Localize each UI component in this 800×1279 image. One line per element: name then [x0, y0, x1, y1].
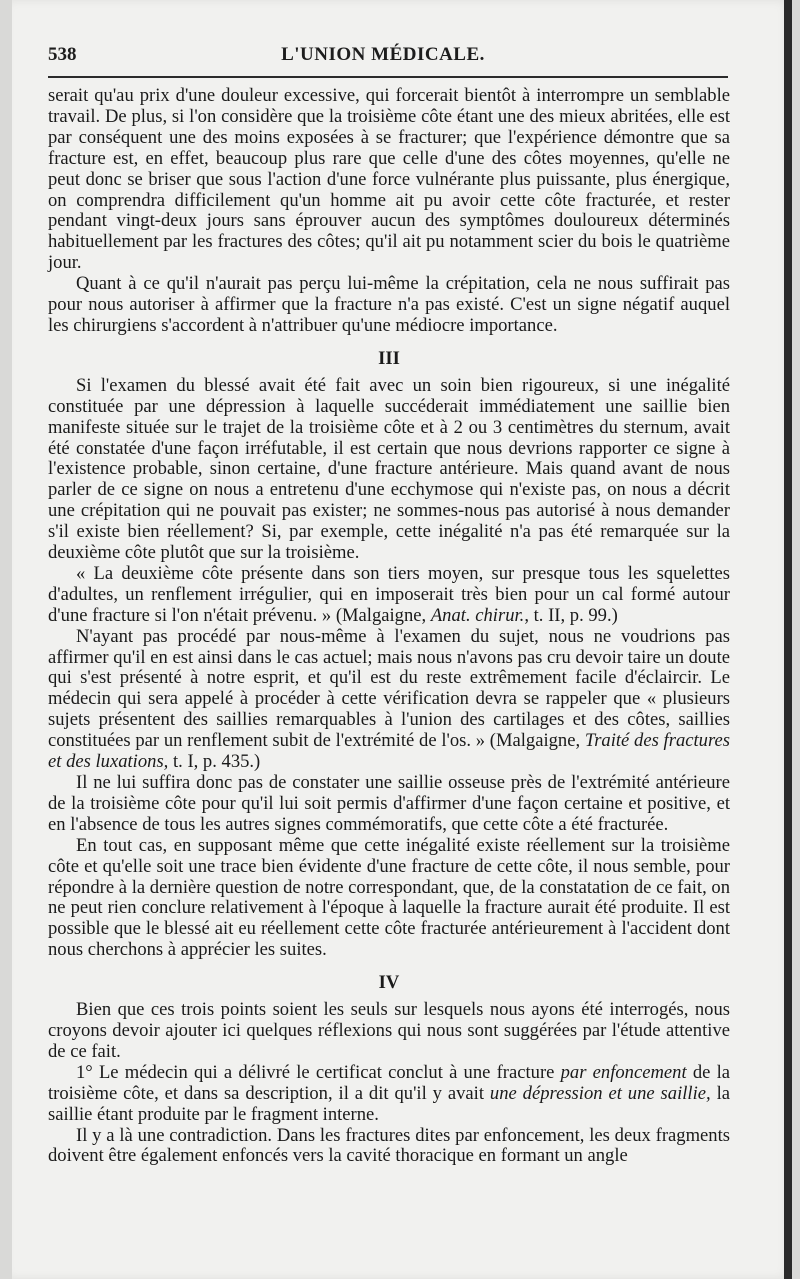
page-edge-shadow [784, 0, 792, 1279]
page-number: 538 [48, 44, 77, 65]
paragraph: Il ne lui suffira donc pas de constater une saillie osseuse près de l'extrémité antérieure de la troisième côte pour qu'il lui soit permis d'affirmer d'une façon certaine et positive, et en l'absence de tous les autres signes commémoratifs, que cette côte a été fracturée. [48, 772, 730, 835]
paragraph: Si l'examen du blessé avait été fait avec un soin bien rigoureux, si une inégalité constituée par une dépression à laquelle succéderait immédiatement une saillie bien manifeste située sur le trajet de la troisième côte et à 2 ou 3 centimètres du sternum, avait été constatée d'une façon irréfutable, il est certain que nous devrions rapporter ce signe à l'existence probable, sinon certaine, d'une fracture antérieure. Mais quand avant de nous parler de ce signe on nous a entretenu d'une ecchymose qui n'existe pas, on nous a décrit une crépitation qui ne pouvait pas exister; ne sommes-nous pas autorisé à nous demander s'il existe bien réellement? Si, par exemple, cette inégalité n'a pas été remarquée sur la deuxième côte plutôt que sur la troisième. [48, 374, 730, 564]
citation-ref: , t. II, p. 99.) [524, 604, 618, 626]
article-body [48, 86, 730, 1167]
header-rule [48, 76, 728, 78]
quotation-paragraph [48, 564, 730, 627]
section-heading-iv: IV [378, 972, 400, 994]
paragraph-text: la saillie étant produite par le fragment interne. [48, 1082, 730, 1125]
citation-ref: t. I, p. 435.) [168, 751, 261, 773]
paragraph [48, 627, 730, 773]
paragraph: serait qu'au prix d'une douleur excessive, qui forcerait bientôt à interrompre un semblable travail. De plus, si l'on considère que la troisième côte étant une des mieux abritées, elle est par conséquent une des moins exposées à se fracturer; que l'expérience démontre que sa fracture est, en effet, beaucoup plus rare que celle d'une des côtes moyennes, qu'elle ne peut donc se briser que sous l'action d'une force vulnérante plus puissante, plus énergique, on comprendra difficilement qu'un homme ait pu avoir cette côte fracturée, et rester pendant vingt-deux jours sans éprouver aucun des symptômes douloureux déterminés habituellement par les fractures des côtes; qu'il ait pu notamment scier du bois le quatrième jour. [48, 85, 730, 274]
running-title: L'UNION MÉDICALE. [281, 44, 485, 65]
paragraph: Quant à ce qu'il n'aurait pas perçu lui-même la crépitation, cela ne nous suffirait pas pour nous autoriser à affirmer que la fracture n'a pas existé. C'est un signe négatif auquel les chirurgiens s'accordent à n'attribuer qu'une médiocre importance. [48, 273, 730, 336]
paragraph: Bien que ces trois points soient les seuls sur lesquels nous ayons été interrogés, nous croyons devoir ajouter ici quelques réflexions qui nous sont suggérées par l'étude attentive de ce fait. [48, 999, 730, 1062]
paragraph [48, 1063, 730, 1126]
paragraph-text: 1° Le médecin qui a délivré le certificat conclut à une fracture [76, 1061, 561, 1083]
paragraph: En tout cas, en supposant même que cette inégalité existe réellement sur la troisième côte et qu'elle soit une trace bien évidente d'une fracture de cette côte, il nous semble, pour répondre à la dernière question de notre correspondant, que, de la constatation de ce fait, on ne peut rien conclure relativement à l'époque à laquelle la fracture aurait été produite. Il est possible que le blessé ait eu réellement cette côte fracturée antérieurement à l'accident dont nous cherchons à apprécier les suites. [48, 834, 730, 961]
emphasis: par enfoncement [560, 1061, 687, 1083]
citation-title: Anat. chirur. [430, 604, 525, 626]
quote-text: « La deuxième côte présente dans son tiers moyen, sur presque tous les squelettes d'adultes, un renflement irrégulier, qui en imposerait très bien pour un cal formé autour d'une fracture si l'on n'était prévenu. » (Malgaigne, [48, 562, 730, 626]
scanned-page [12, 0, 792, 1279]
emphasis: une dépression et une saillie, [489, 1082, 711, 1104]
paragraph: Il y a là une contradiction. Dans les fractures dites par enfoncement, les deux fragments doivent être également enfoncés vers la cavité thoracique en formant un angle [48, 1124, 730, 1167]
page-header [48, 44, 718, 72]
section-heading-iii: III [378, 347, 400, 369]
paragraph-text: de la troisième côte, et dans sa description, il a dit qu'il y avait [48, 1061, 731, 1104]
citation-title: Traité des fractures et des luxations, [48, 730, 731, 773]
paragraph-text: N'ayant pas procédé par nous-même à l'examen du sujet, nous ne voudrions pas affirmer qu'il en est ainsi dans le cas actuel; mais nous n'avons pas cru devoir taire un doute qui s'est présenté à notre esprit, et qu'il est du reste extrêmement facile d'éclaircir. Le médecin qui sera appelé à procéder à cette vérification devra se rappeler que « plusieurs sujets présentent des saillies remarquables à l'union des cartilages et des côtes, saillies constituées par un renflement subit de l'extrémité de l'os. » (Malgaigne, [48, 625, 730, 752]
